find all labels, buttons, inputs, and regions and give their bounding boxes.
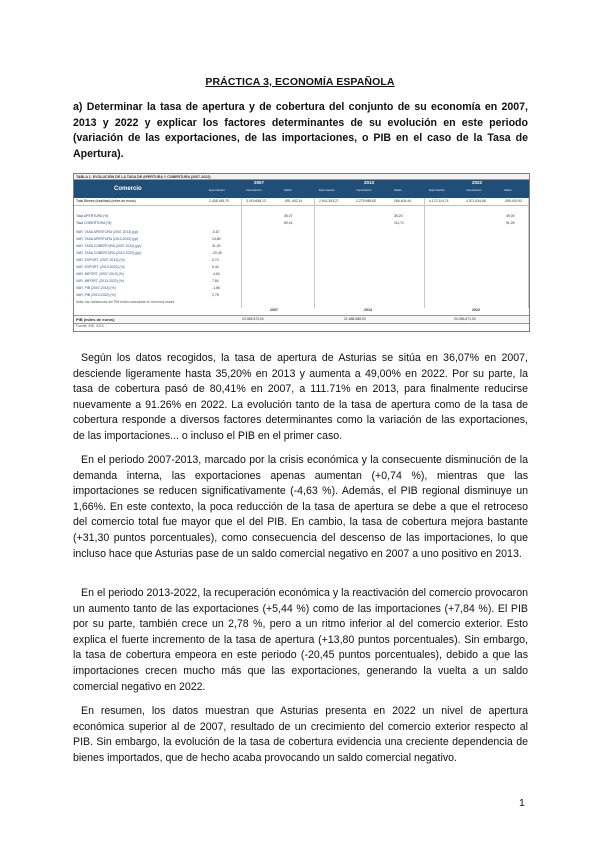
variation-value: 0,74 xyxy=(212,258,219,262)
subheader: Exportación xyxy=(429,188,445,192)
pib-value: 24.056.671,00 xyxy=(454,317,476,321)
document-title: PRÁCTICA 3, ECONOMÍA ESPAÑOLA xyxy=(205,76,395,88)
year-2007: 2007 xyxy=(254,180,265,185)
sheet-title: TABLA 1. EVOLUCIÓN DE LA TASA DE APERTURA Y COBERTURA (2007-2022) xyxy=(74,174,529,180)
sheet-note: Nota: las variaciones del PIB están calculadas en términos reales xyxy=(76,300,175,304)
total-row-value: -591.492,34 xyxy=(284,199,303,203)
rate-value: 36,07 xyxy=(284,214,293,218)
pib-row-label: PIB (miles de euros) xyxy=(76,317,115,322)
rate-value: 35,20 xyxy=(394,214,403,218)
pib-year: 2007 xyxy=(270,308,278,312)
variation-value: -0,87 xyxy=(212,230,220,234)
rate-value: 80,41 xyxy=(284,221,293,225)
total-row-value: 2.542.393,27 xyxy=(319,199,339,203)
subheader: Exportación xyxy=(209,188,225,192)
total-row-value: 2.275.988,83 xyxy=(356,199,376,203)
subheader: Importación xyxy=(356,188,372,192)
pib-value: 23.083.573,00 xyxy=(242,317,264,321)
pib-value: 21.688.588,00 xyxy=(344,317,366,321)
total-row-value: 4.571.534,66 xyxy=(466,199,486,203)
spreadsheet-image xyxy=(73,173,530,332)
paragraph-text: En resumen, los datos muestran que Asturias presenta en 2022 un nivel de apertura económica superior al de 2007, resultado de un crecimiento del comercio exterior respecto al PIB. Sin embargo, la evolución de la tasa de cobertura evidencia una creciente dependencia de bienes importados, que de hecho acaba provocando un saldo comercial negativo. xyxy=(73,705,528,764)
paragraph xyxy=(73,704,528,766)
variation-label: VAR. TASA APERTURA (2013-2022) (pp) xyxy=(76,237,139,241)
total-row-value: 2.428.165,79 xyxy=(209,199,229,203)
subheader: Saldo xyxy=(504,188,512,192)
rate-label: Tasa COBERTURA (%) xyxy=(76,221,112,225)
sheet-source: Fuente: INE, ICEX xyxy=(76,324,104,328)
variation-label: VAR. IMPORT. (2013-2022) (%) xyxy=(76,279,124,283)
rate-value: 111,71 xyxy=(394,221,404,225)
subheader: Exportación xyxy=(319,188,335,192)
rate-label: Tasa APERTURA (%) xyxy=(76,214,109,218)
subheader: Importación xyxy=(246,188,262,192)
subheader: Saldo xyxy=(284,188,292,192)
paragraph xyxy=(73,351,528,445)
paragraph xyxy=(73,453,528,562)
column-divider xyxy=(241,198,242,308)
total-row-value: -399.419,92 xyxy=(504,199,523,203)
variation-value: 13,80 xyxy=(212,237,221,241)
variation-value: -1,66 xyxy=(212,286,220,290)
total-row-value: 266.404,44 xyxy=(394,199,411,203)
variation-label: VAR. PIB (2007-2013) (%) xyxy=(76,286,116,290)
variation-value: -20,45 xyxy=(212,251,222,255)
column-divider xyxy=(528,198,529,308)
pib-row xyxy=(74,315,529,324)
variation-value: -4,63 xyxy=(212,272,220,276)
variation-label: VAR. TASA COBERTURA (2013-2022) (pp) xyxy=(76,251,142,255)
pib-year: 2013 xyxy=(364,308,372,312)
total-row-label: Total Bienes (totalidad) (miles de euros) xyxy=(76,199,136,203)
column-divider xyxy=(314,198,315,308)
variation-label: VAR. TASA APERTURA (2007-2013) (pp) xyxy=(76,230,139,234)
variation-value: 5,44 xyxy=(212,265,219,269)
variation-value: 7,84 xyxy=(212,279,219,283)
subheader: Importación xyxy=(466,188,482,192)
total-row-value: 3.019.658,13 xyxy=(246,199,266,203)
year-2022: 2022 xyxy=(472,180,483,185)
question-text: a) Determinar la tasa de apertura y de cobertura del conjunto de su economía en 2007, 2013 y 2022 y explicar los factores determinantes de su evolución en este periodo (variación de las exportaciones, de las importaciones, o PIB en el caso de la Tasa de Apertura). xyxy=(73,101,528,160)
total-row-value: 4.172.114,74 xyxy=(429,199,449,203)
variation-label: VAR. EXPORT. (2013-2022) (%) xyxy=(76,265,125,269)
paragraph-text: En el periodo 2013-2022, la recuperación económica y la reactivación del comercio provocaron un aumento tanto de las exportaciones (+5,44 %) como de las importaciones (+7,84 %). El PIB por su parte, también crece un 2,78 %, pero a un ritmo inferior al del comercio exterior. Esto explica el fuerte incremento de la tasa de apertura (+13,80 puntos porcentuales). Sin embargo, la tasa de cobertura empeora en este periodo (-20,45 puntos porcentuales), debido a que las importaciones crecen mucho más que las exportaciones, generando la vuelta a un saldo comercial negativo en 2022. xyxy=(73,587,528,693)
variation-label: VAR. TASA COBERTURA (2007-2013) (pp) xyxy=(76,244,142,248)
variation-value: 31,30 xyxy=(212,244,221,248)
sheet-header-label: Comercio xyxy=(114,186,142,192)
variation-value: 2,78 xyxy=(212,293,219,297)
paragraph-text: Según los datos recogidos, la tasa de apertura de Asturias se sitúa en 36,07% en 2007, desciende ligeramente hasta 35,20% en 2013 y aumenta a 49,00% en 2022. Por su parte, la tasa de cobertura pasó de 80,41% en 2007, a 111.71% en 2013, para finalmente reducirse nuevamente a 91.26% en 2022. La evolución tanto de la tasa de apertura como de la tasa de cobertura responde a diversos factores determinantes como la variación de las exportaciones, de las importaciones... o incluso el PIB en el primer caso. xyxy=(73,352,528,442)
row-divider xyxy=(74,205,529,206)
rate-value: 49,00 xyxy=(506,214,515,218)
variation-label: VAR. PIB (2013-2022) (%) xyxy=(76,293,116,297)
column-divider xyxy=(424,198,425,308)
paragraph xyxy=(73,586,528,695)
variation-label: VAR. EXPORT. (2007-2013) (%) xyxy=(76,258,125,262)
year-2013: 2013 xyxy=(364,180,375,185)
subheader: Saldo xyxy=(394,188,402,192)
variation-label: VAR. IMPORT. (2007-2013) (%) xyxy=(76,272,124,276)
sheet-header xyxy=(74,180,529,198)
rate-value: 91,26 xyxy=(506,221,515,225)
paragraph-text: En el periodo 2007-2013, marcado por la crisis económica y la consecuente disminución de la demanda interna, las exportaciones apenas aumentan (+0,74 %), mientras que las importaciones se reducen significativamente (-4,63 %). Además, el PIB regional disminuye un 1,66%. En este contexto, la poca reducción de la tasa de apertura se debe a que el retroceso del comercio total fue mayor que el del PIB. En cambio, la tasa de cobertura mejora bastante (+31,30 puntos porcentuales), como consecuencia del descenso de las importaciones, lo que incluso hace que Asturias pase de un saldo comercial negativo en 2007 a uno positivo en 2013. xyxy=(73,454,528,560)
page-number: 1 xyxy=(519,797,525,809)
pib-year: 2022 xyxy=(472,308,480,312)
